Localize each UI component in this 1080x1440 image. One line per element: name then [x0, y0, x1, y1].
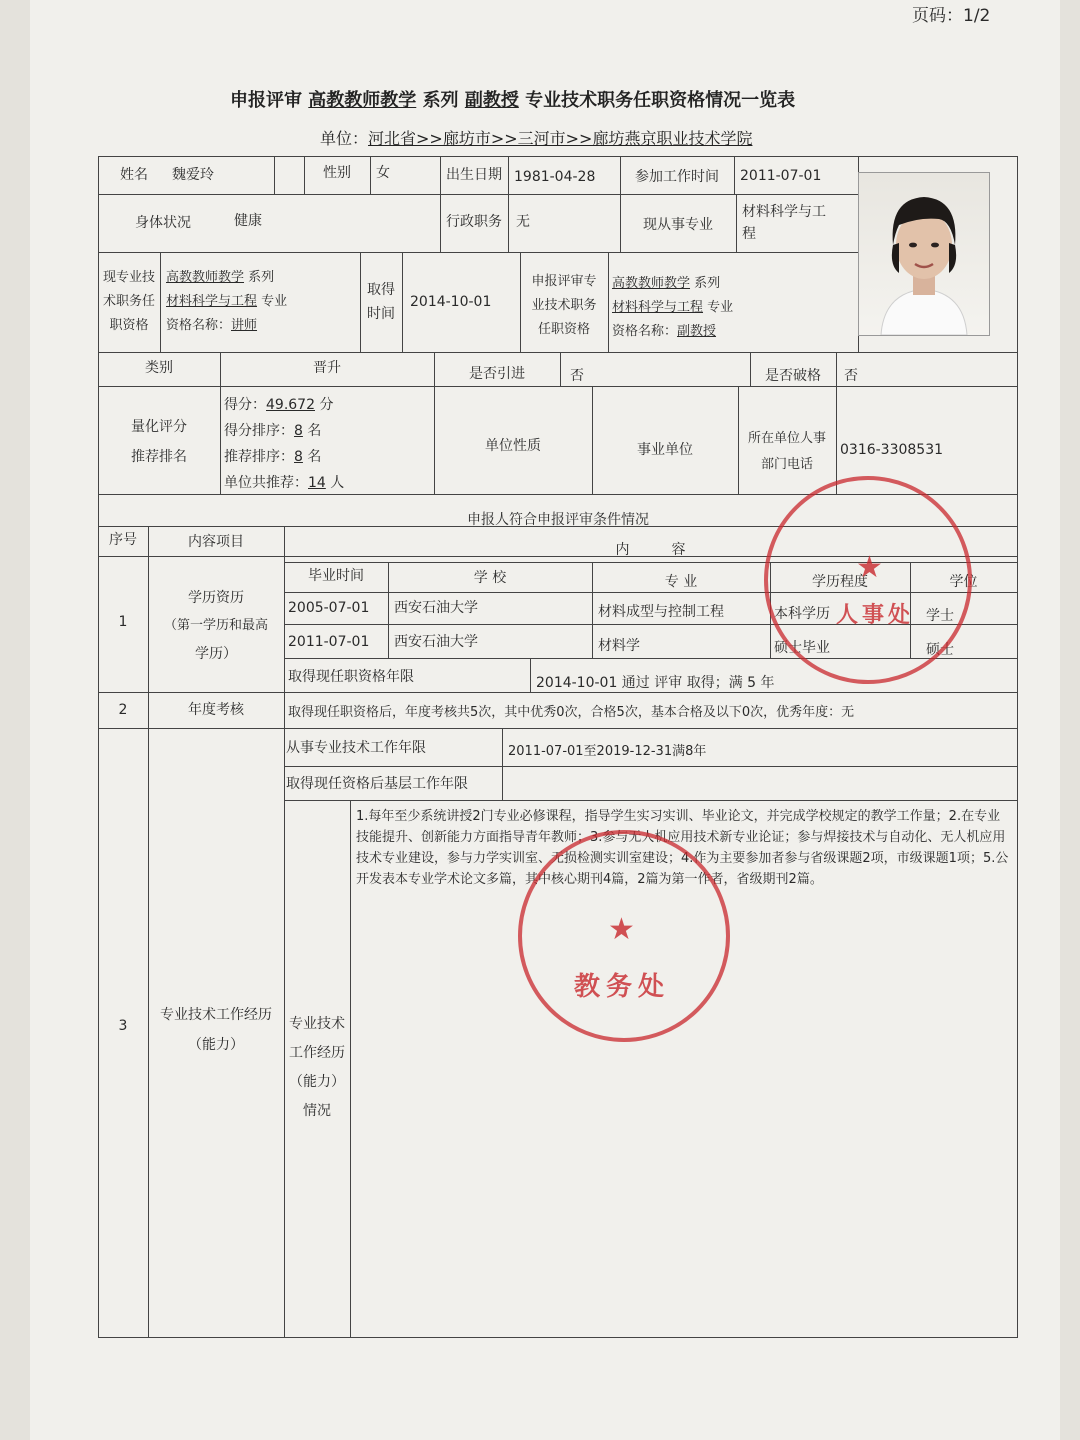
- name-label: 姓名: [120, 167, 148, 183]
- category-label: 类别: [145, 360, 173, 376]
- edu-header-degree: 学位: [949, 574, 978, 590]
- edu-row1-school: 西安石油大学: [394, 600, 478, 616]
- qual-years-value: 2014-10-01 通过 评审 取得；满 5 年: [536, 675, 775, 691]
- edu-row1-major: 材料成型与控制工程: [598, 604, 724, 620]
- introduce-label: 是否引进: [469, 366, 525, 382]
- edu-header-date: 毕业时间: [308, 568, 364, 584]
- birth-value: 1981-04-28: [514, 169, 596, 185]
- health-value: 健康: [234, 213, 262, 229]
- score-details: 得分：49.672 分 得分排序：8 名 推荐排序：8 名 单位共推荐：14 人: [224, 397, 345, 491]
- unit-nature-value: 事业单位: [637, 442, 693, 458]
- annual-no: 2: [118, 702, 128, 718]
- work-years-label: 从事专业技术工作年限: [286, 740, 426, 756]
- exception-value: 否: [844, 368, 858, 384]
- conditions-title: 申报人符合申报评审条件情况: [467, 512, 649, 528]
- obtain-time-label: 取得 时间: [367, 282, 395, 322]
- col-no-header: 序号: [109, 532, 137, 548]
- major-value-line1: 材料科学与工: [742, 204, 826, 220]
- work-start-label: 参加工作时间: [635, 169, 719, 185]
- major-value-line2: 程: [742, 226, 756, 242]
- page-number: 页码：1/2: [912, 6, 991, 26]
- obtain-time-value: 2014-10-01: [410, 294, 492, 310]
- current-qual-label: 现专业技 术职务任 职资格: [102, 270, 155, 333]
- qual-years-label: 取得现任职资格年限: [288, 669, 414, 685]
- current-qual-value: 高教教师教学 系列 材料科学与工程 专业 资格名称：讲师: [166, 270, 288, 333]
- edu-no: 1: [118, 614, 128, 630]
- edu-header-major: 专 业: [664, 574, 698, 590]
- introduce-value: 否: [570, 368, 584, 384]
- applicant-photo: [858, 172, 990, 336]
- edu-row2-major: 材料学: [598, 638, 640, 654]
- page-title: 申报评审 高教教师教学 系列 副教授 专业技术职务任职资格情况一览表: [230, 90, 796, 111]
- edu-row1-date: 2005-07-01: [288, 600, 370, 616]
- edu-header-level: 学历程度: [812, 574, 868, 590]
- exp-label: 专业技术工作经历 （能力）: [160, 1007, 272, 1053]
- gender-label: 性别: [323, 165, 351, 181]
- score-rank-label: 量化评分 推荐排名: [131, 419, 187, 465]
- edu-row1-level: 本科学历: [774, 606, 830, 622]
- unit-line: 单位：河北省>>廊坊市>>三河市>>廊坊燕京职业技术学院: [320, 129, 753, 148]
- exception-label: 是否破格: [765, 368, 821, 384]
- edu-row2-date: 2011-07-01: [288, 634, 370, 650]
- exp-sub-label: 专业技术 工作经历 （能力） 情况: [289, 1016, 345, 1119]
- edu-row1-degree: 学士: [926, 608, 954, 624]
- exp-text: 1.每年至少系统讲授2门专业必修课程，指导学生实习实训、毕业论文，并完成学校规定的教学工作量；2.在专业技能提升、创新能力方面指导青年教师；3.参与无人机应用技术新专业论证；参与焊接技术与自动化、无人机应用技术专业建设，参与力学实训室、无损检测实训室建设；4.作为主要参加者参与省级课题2项，市级课题1项；5.公开发表本专业学术论文多篇，其中核心期刊4篇，2篇为第一作者，省级期刊2篇。: [356, 809, 1009, 887]
- hr-phone-value: 0316-3308531: [840, 442, 944, 458]
- academic-stamp: ★ 教务处: [518, 830, 730, 1042]
- birth-label: 出生日期: [446, 167, 502, 183]
- edu-label: 学历资历 （第一学历和最高 学历）: [163, 590, 268, 662]
- major-label: 现从事专业: [643, 217, 713, 233]
- annual-text: 取得现任职资格后，年度考核共5次，其中优秀0次，合格5次，基本合格及以下0次，优秀年度：无: [288, 705, 855, 720]
- edu-row2-degree: 硕士: [926, 642, 954, 658]
- col-item-header: 内容项目: [188, 534, 244, 550]
- apply-qual-label: 申报评审专 业技术职务 任职资格: [531, 274, 597, 337]
- health-label: 身体状况: [135, 215, 191, 231]
- hr-phone-label: 所在单位人事 部门电话: [747, 431, 826, 472]
- edu-row2-level: 硕士毕业: [774, 640, 830, 656]
- col-content-header: 内 容: [615, 542, 686, 558]
- edu-header-school: 学 校: [473, 570, 507, 586]
- annual-label: 年度考核: [188, 702, 244, 718]
- exp-no: 3: [118, 1018, 128, 1034]
- work-start-value: 2011-07-01: [740, 168, 822, 184]
- admin-post-value: 无: [516, 214, 530, 230]
- admin-post-label: 行政职务: [446, 214, 502, 230]
- category-value: 晋升: [313, 360, 341, 376]
- document-page: [30, 0, 1060, 1440]
- edu-row2-school: 西安石油大学: [394, 634, 478, 650]
- work-years-value: 2011-07-01至2019-12-31满8年: [508, 744, 707, 759]
- name-value: 魏爱玲: [172, 167, 214, 183]
- basic-years-label: 取得现任资格后基层工作年限: [286, 776, 468, 792]
- gender-value: 女: [376, 165, 390, 181]
- hr-stamp: ★ 人事处: [764, 476, 972, 684]
- apply-qual-value: 高教教师教学 系列 材料科学与工程 专业 资格名称：副教授: [612, 276, 734, 339]
- unit-nature-label: 单位性质: [485, 438, 541, 454]
